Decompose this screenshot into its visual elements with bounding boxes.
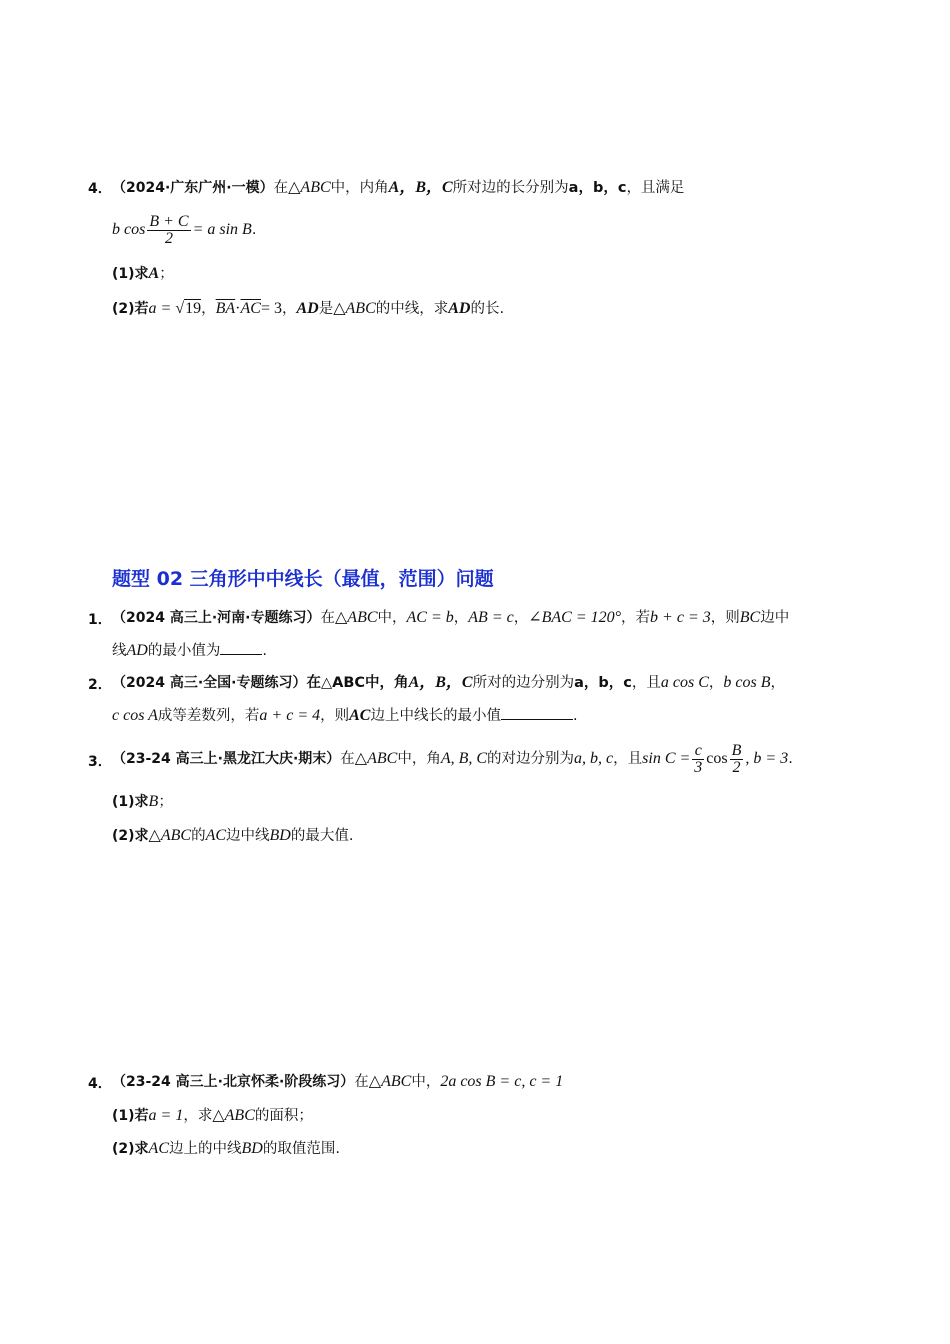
question-source: （2024 高三上·河南·专题练习） — [112, 610, 321, 626]
vector-ac: $\overline{AC}$ — [240, 300, 261, 317]
question-source: （2024·广东广州·一模） — [112, 180, 274, 196]
section-heading: 题型 02 三角形中中线长（最值，范围）问题 — [112, 568, 494, 590]
question-stem-line-2: 线AD的最小值为 . — [112, 642, 267, 659]
question-stem: （23-24 高三上·黑龙江大庆·期末）在△ABC中，角A, B, C的对边分别为a, b, c，且sin C = $\frac{c}{3}$ cos $\frac{B}{2}$ , b = 3. — [112, 741, 793, 776]
question-stem: （2024 高三上·河南·专题练习）在△ABC中，AC = b，AB = c，∠BAC = 120°，若b + c = 3，则BC边中 — [112, 609, 790, 626]
sub-question-1: (1)求B； — [112, 793, 173, 810]
vector-ba: $\overline{BA}$ — [215, 300, 236, 317]
sub-question-2: (2)求△ABC的AC边中线BD的最大值. — [112, 827, 354, 844]
question-number: 4． — [88, 1076, 112, 1092]
sub-question-2: (2)若a = √19，$\overline{BA}\cdot\overline{AC}= 3$，AD是△ABC的中线，求AD的长. — [112, 300, 505, 317]
question-stem: （23-24 高三上·北京怀柔·阶段练习）在△ABC中，2a cos B = c, c = 1 — [112, 1073, 564, 1090]
question-number: 3． — [88, 754, 112, 770]
answer-blank — [220, 640, 262, 655]
question-source: （23-24 高三上·北京怀柔·阶段练习） — [112, 1074, 355, 1090]
question-source: （23-24 高三上·黑龙江大庆·期末） — [112, 751, 341, 767]
question-number: 2． — [88, 677, 112, 693]
question-source: （2024 高三·全国·专题练习） — [112, 675, 307, 691]
question-number: 1． — [88, 612, 112, 628]
square-root: 19 — [185, 300, 202, 317]
question-stem-line-2: c cos A成等差数列，若a + c = 4，则AC边上中线长的最小值 . — [112, 707, 578, 724]
sub-question-2: (2)求AC边上的中线BD的取值范围. — [112, 1140, 340, 1157]
question-number: 4． — [88, 181, 112, 197]
fraction: $\frac{B}{2}$ — [731, 741, 742, 776]
question-stem: （2024 高三·全国·专题练习）在△ABC中，角A，B，C所对的边分别为a，b，c，且a cos C，b cos B， — [112, 674, 785, 691]
sub-question-1: (1)求A； — [112, 265, 174, 282]
fraction: $\frac{B + C}{2}$ — [149, 212, 189, 247]
answer-blank — [501, 705, 573, 720]
question-stem: （2024·广东广州·一模）在△ABC中，内角A，B，C所对边的长分别为a，b，c，且满足 — [112, 179, 685, 196]
given-equation: b cos $\frac{B + C}{2}$ = a sin B. — [112, 212, 257, 247]
sub-question-1: (1)若a = 1，求△ABC的面积； — [112, 1107, 313, 1124]
fraction: $\frac{c}{3}$ — [694, 741, 703, 776]
